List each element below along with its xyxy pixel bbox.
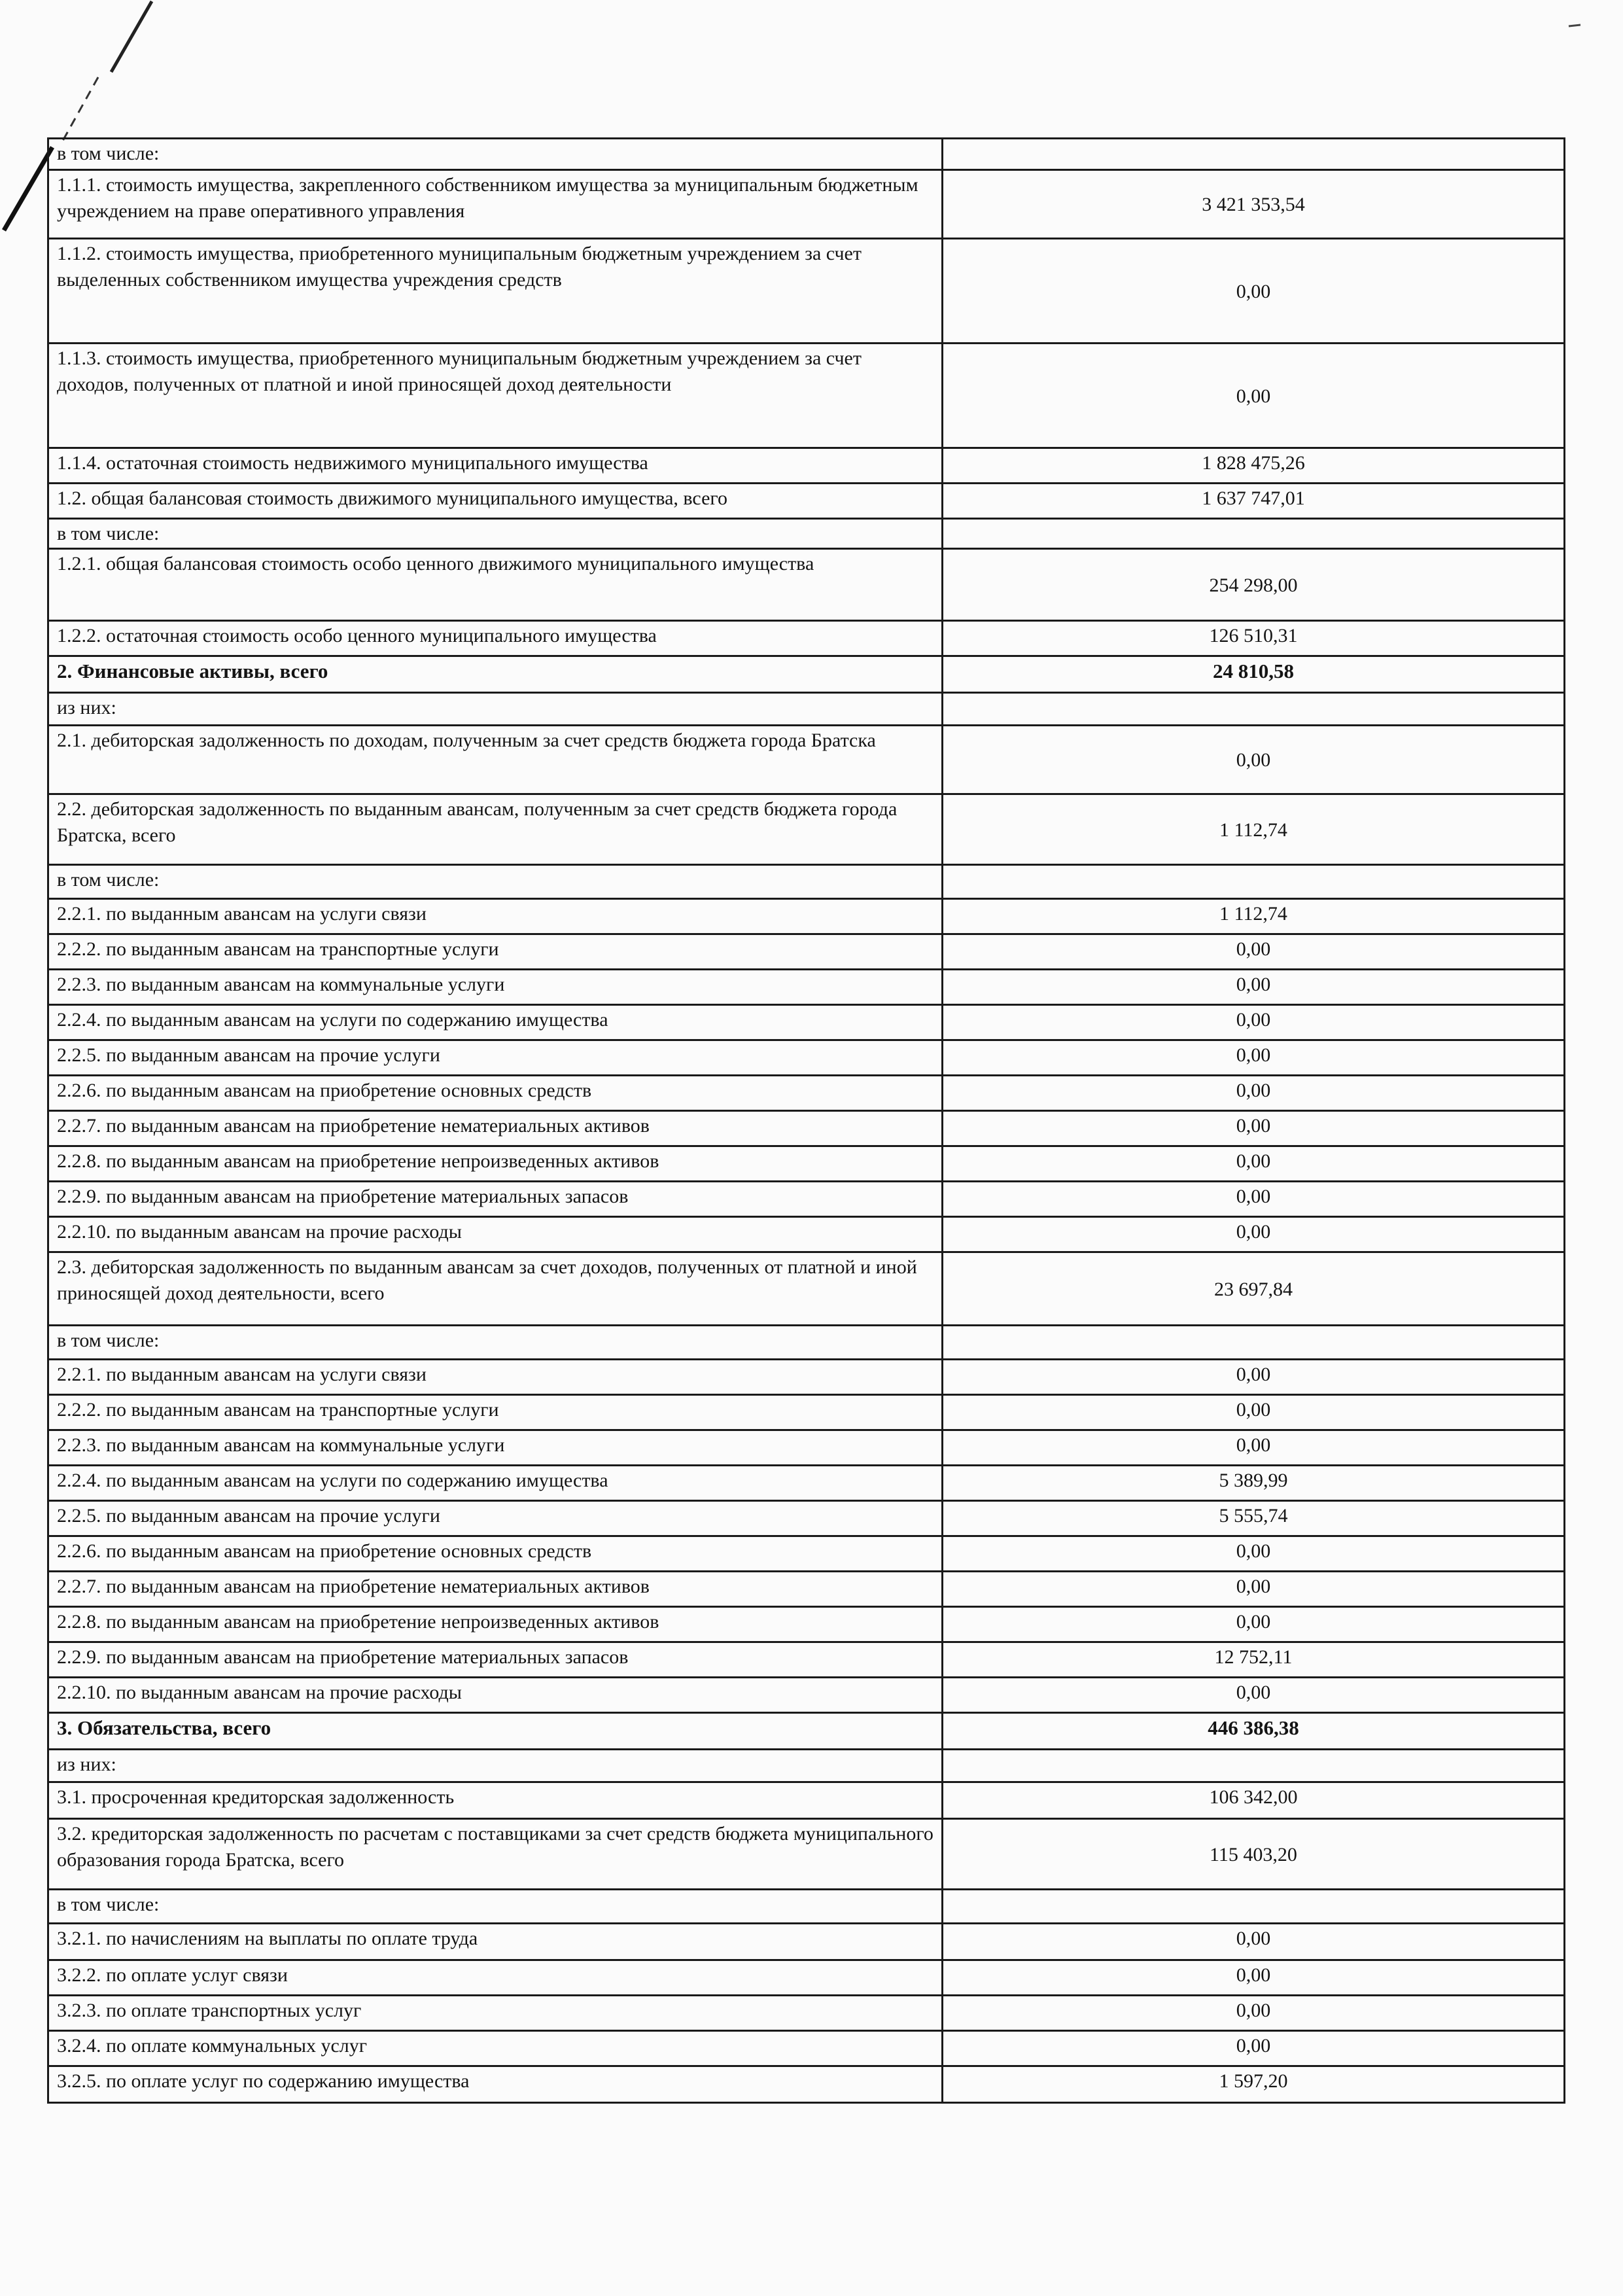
row-value: 0,00 [943,1572,1565,1607]
table-row [48,2066,1565,2103]
row-label: 2.2.9. по выданным авансам на приобретение материальных запасов [48,1642,943,1678]
row-label: из них: [48,1750,943,1782]
table-row [48,1217,1565,1252]
financial-report-table [47,137,1565,2104]
table-row [48,170,1565,239]
row-label: 2.2.8. по выданным авансам на приобретение непроизведенных активов [48,1146,943,1182]
table-row [48,519,1565,549]
row-label: в том числе: [48,519,943,549]
table-row [48,1819,1565,1890]
row-label: 2.2.5. по выданным авансам на прочие услуги [48,1040,943,1076]
row-value: 24 810,58 [943,656,1565,693]
row-value: 0,00 [943,1960,1565,1996]
row-label: 2.2.2. по выданным авансам на транспортные услуги [48,1395,943,1430]
table-row [48,1536,1565,1572]
row-value: 1 597,20 [943,2066,1565,2103]
table-row [48,1501,1565,1536]
row-value: 1 112,74 [943,899,1565,934]
row-value: 106 342,00 [943,1782,1565,1819]
table-row [48,1326,1565,1360]
row-label: 1.1.4. остаточная стоимость недвижимого муниципального имущества [48,448,943,484]
row-label: 3.2.4. по оплате коммунальных услуг [48,2031,943,2066]
table-row [48,139,1565,170]
table-row [48,621,1565,656]
row-value: 0,00 [943,1040,1565,1076]
row-value: 1 637 747,01 [943,484,1565,519]
row-label: 2.2.4. по выданным авансам на услуги по содержанию имущества [48,1466,943,1501]
row-label: в том числе: [48,865,943,899]
row-value: 0,00 [943,2031,1565,2066]
row-label: в том числе: [48,1326,943,1360]
row-value: 0,00 [943,1076,1565,1111]
row-label: 3.2.1. по начислениям на выплаты по оплате труда [48,1924,943,1960]
row-value: 0,00 [943,934,1565,970]
row-value [943,693,1565,726]
table-row [48,1750,1565,1782]
table-row [48,239,1565,344]
row-value: 3 421 353,54 [943,170,1565,239]
row-value: 12 752,11 [943,1642,1565,1678]
table-row [48,1466,1565,1501]
row-value: 254 298,00 [943,549,1565,621]
row-value [943,1890,1565,1924]
table-row [48,549,1565,621]
row-value: 0,00 [943,344,1565,448]
row-value: 0,00 [943,1678,1565,1713]
row-value: 0,00 [943,1924,1565,1960]
table-row [48,1572,1565,1607]
row-label: 2.2.3. по выданным авансам на коммунальные услуги [48,1430,943,1466]
table-row [48,1607,1565,1642]
row-label: 2.3. дебиторская задолженность по выданным авансам за счет доходов, полученных от платной и иной приносящей доход деятельности, всего [48,1252,943,1326]
row-label: 2.2.6. по выданным авансам на приобретение основных средств [48,1536,943,1572]
row-label: 2.2.7. по выданным авансам на приобретение нематериальных активов [48,1572,943,1607]
row-value [943,865,1565,899]
table-row [48,1924,1565,1960]
row-label: 2.2.1. по выданным авансам на услуги связи [48,899,943,934]
row-value: 446 386,38 [943,1713,1565,1750]
row-value: 0,00 [943,1005,1565,1040]
row-label: 3.2.3. по оплате транспортных услуг [48,1996,943,2031]
row-label: 2. Финансовые активы, всего [48,656,943,693]
row-value: 23 697,84 [943,1252,1565,1326]
row-value: 1 828 475,26 [943,448,1565,484]
table-row [48,1430,1565,1466]
table-row [48,1782,1565,1819]
row-label: 3. Обязательства, всего [48,1713,943,1750]
row-label: 2.2.7. по выданным авансам на приобретение нематериальных активов [48,1111,943,1146]
table-row [48,865,1565,899]
row-value: 0,00 [943,1111,1565,1146]
row-label: 1.1.3. стоимость имущества, приобретенного муниципальным бюджетным учреждением за счет доходов, полученных от платной и иной приносящей доход деятельности [48,344,943,448]
row-label: из них: [48,693,943,726]
row-value: 0,00 [943,239,1565,344]
table-row [48,1040,1565,1076]
row-label: 3.2.2. по оплате услуг связи [48,1960,943,1996]
row-label: 3.2.5. по оплате услуг по содержанию имущества [48,2066,943,2103]
table-row [48,1678,1565,1713]
table-row [48,1146,1565,1182]
table-row [48,1182,1565,1217]
table-row [48,484,1565,519]
row-value: 0,00 [943,1146,1565,1182]
table-row [48,1642,1565,1678]
table-row [48,1996,1565,2031]
row-label: 2.2.2. по выданным авансам на транспортные услуги [48,934,943,970]
table-row [48,1360,1565,1395]
row-value: 5 389,99 [943,1466,1565,1501]
row-label: 2.2.1. по выданным авансам на услуги связи [48,1360,943,1395]
table-row [48,1713,1565,1750]
table-row [48,1111,1565,1146]
row-value: 126 510,31 [943,621,1565,656]
row-label: 2.2.6. по выданным авансам на приобретение основных средств [48,1076,943,1111]
row-label: 2.2.10. по выданным авансам на прочие расходы [48,1678,943,1713]
row-value: 5 555,74 [943,1501,1565,1536]
row-value: 0,00 [943,1217,1565,1252]
row-value [943,1750,1565,1782]
row-value [943,139,1565,170]
table-row [48,1252,1565,1326]
row-value: 115 403,20 [943,1819,1565,1890]
row-label: 2.2.3. по выданным авансам на коммунальные услуги [48,970,943,1005]
row-label: 2.2.4. по выданным авансам на услуги по содержанию имущества [48,1005,943,1040]
row-label: 2.2.10. по выданным авансам на прочие расходы [48,1217,943,1252]
row-label: 3.2. кредиторская задолженность по расчетам с поставщиками за счет средств бюджета муниципального образования города Братска, всего [48,1819,943,1890]
table-row [48,934,1565,970]
row-label: 1.1.1. стоимость имущества, закрепленного собственником имущества за муниципальным бюджетным учреждением на праве оперативного управления [48,170,943,239]
row-label: 2.2.9. по выданным авансам на приобретение материальных запасов [48,1182,943,1217]
row-value: 0,00 [943,1360,1565,1395]
row-label: в том числе: [48,139,943,170]
row-value: 0,00 [943,1182,1565,1217]
table-row [48,2031,1565,2066]
table-row [48,899,1565,934]
row-label: 2.2.8. по выданным авансам на приобретение непроизведенных активов [48,1607,943,1642]
row-value [943,519,1565,549]
table-row [48,1395,1565,1430]
pen-stroke-left [4,147,52,230]
pen-stroke-dashed [63,77,98,141]
row-value: 1 112,74 [943,794,1565,865]
row-label: 3.1. просроченная кредиторская задолженность [48,1782,943,1819]
row-label: 2.2.5. по выданным авансам на прочие услуги [48,1501,943,1536]
table-row [48,1005,1565,1040]
table-row [48,794,1565,865]
table-row [48,1960,1565,1996]
row-label: 1.2.1. общая балансовая стоимость особо ценного движимого муниципального имущества [48,549,943,621]
report-body [48,139,1565,2103]
table-row [48,726,1565,794]
row-label: 2.2. дебиторская задолженность по выданным авансам, полученным за счет средств бюджета города Братска, всего [48,794,943,865]
row-label: 1.2.2. остаточная стоимость особо ценного муниципального имущества [48,621,943,656]
table-row [48,1890,1565,1924]
row-value: 0,00 [943,1536,1565,1572]
table-row [48,970,1565,1005]
row-value: 0,00 [943,726,1565,794]
speck-top-right [1569,25,1580,26]
table-row [48,1076,1565,1111]
row-value: 0,00 [943,1996,1565,2031]
table-row [48,344,1565,448]
row-value: 0,00 [943,1395,1565,1430]
row-value [943,1326,1565,1360]
row-value: 0,00 [943,970,1565,1005]
table-row [48,656,1565,693]
table-row [48,448,1565,484]
row-value: 0,00 [943,1607,1565,1642]
row-label: 1.2. общая балансовая стоимость движимого муниципального имущества, всего [48,484,943,519]
row-label: 1.1.2. стоимость имущества, приобретенного муниципальным бюджетным учреждением за счет выделенных собственником имущества учреждения средств [48,239,943,344]
row-label: в том числе: [48,1890,943,1924]
row-label: 2.1. дебиторская задолженность по доходам, полученным за счет средств бюджета города Братска [48,726,943,794]
table-row [48,693,1565,726]
pen-stroke-top [111,1,152,72]
row-value: 0,00 [943,1430,1565,1466]
